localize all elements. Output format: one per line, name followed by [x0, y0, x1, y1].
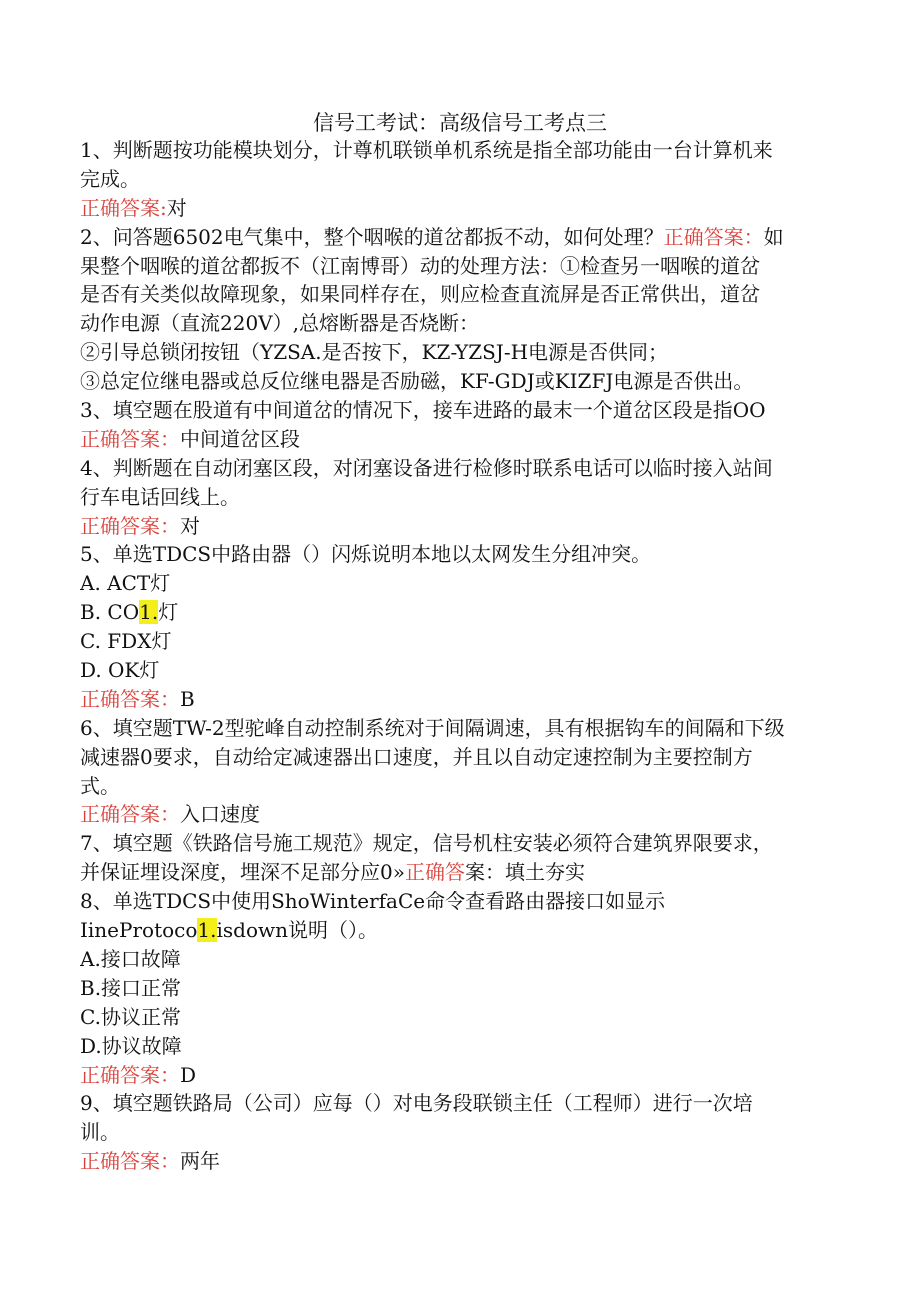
answer-value: 两年 — [180, 1149, 220, 1174]
answer-value: 对 — [166, 195, 187, 220]
answer-label: 正确答案： — [80, 426, 180, 451]
q8-answer — [80, 1061, 835, 1090]
q2-line: 是否有关类似故障现象，如果同样存在，则应检查直流屏是否正常供出，道岔 — [80, 282, 760, 307]
q6-line: 式。 — [80, 773, 120, 798]
q2-line: ③总定位继电器或总反位继电器是否励磁，KF-GDJ或KIZFJ电源是否供出。 — [80, 369, 754, 394]
q6-line: 减速器0要求，自动给定减速器出口速度，并且以自动定速控制为主要控制方 — [80, 744, 753, 769]
option-c: C.协议正常 — [80, 1004, 181, 1029]
question-text: 并保证埋设深度，埋深不足部分应0» — [80, 860, 405, 885]
q6-answer — [80, 800, 835, 829]
option-b — [80, 598, 835, 627]
q9-line: 9、填空题铁路局（公司）应每（）对电务段联锁主任（工程师）进行一次培 — [80, 1091, 753, 1116]
q5-answer — [80, 685, 835, 714]
q2-line: ②引导总锁闭按钮（YZSA.是否按下，KZ-YZSJ-H电源是否供同； — [80, 340, 669, 365]
option-a: A. ACT灯 — [80, 571, 171, 596]
q3-answer — [80, 425, 835, 454]
answer-label: 正确答案: — [80, 195, 167, 220]
answer-value: 入口速度 — [180, 802, 260, 827]
q2-line: 动作电源（直流220V）,总熔断器是否烧断： — [80, 311, 479, 336]
q2-line — [80, 223, 835, 252]
answer-label: 正确答案： — [80, 802, 180, 827]
highlighted-text: 1. — [197, 918, 217, 943]
q1-answer — [80, 194, 835, 223]
question-text: isdown说明（）。 — [216, 918, 379, 943]
option-d: D. OK灯 — [80, 658, 160, 683]
q7-line — [80, 858, 835, 887]
answer-label: 正确答案： — [663, 224, 764, 249]
question-text: IineProtoco — [80, 918, 198, 943]
q9-answer — [80, 1147, 835, 1176]
q4-line: 4、判断题在自动闭塞区段，对闭塞设备进行检修时联系电话可以临时接入站间 — [80, 455, 773, 480]
answer-value: 案：填土夯实 — [464, 860, 585, 885]
q7-line: 7、填空题《铁路信号施工规范》规定，信号机柱安装必须符合建筑界限要求， — [80, 831, 773, 856]
q9-line: 训。 — [80, 1120, 120, 1145]
option-text: 灯 — [158, 600, 179, 625]
q1-line: 1、判断题按功能模块划分，计尊机联锁单机系统是指全部功能由一台计算机来 — [80, 138, 773, 162]
answer-label: 正确答案： — [80, 513, 180, 538]
q8-line — [80, 916, 835, 945]
q6-line: 6、填空题TW-2型驼峰自动控制系统对于间隔调速，具有根据钩车的间隔和下级 — [80, 715, 785, 740]
question-list — [80, 136, 835, 1176]
answer-label: 正确答案： — [80, 1149, 180, 1174]
answer-value: 对 — [180, 513, 200, 538]
q4-answer — [80, 512, 835, 541]
option-b: B.接口正常 — [80, 975, 182, 1000]
option-a: A.接口故障 — [80, 946, 181, 971]
question-text: 2、问答题6502电气集中，整个咽喉的道岔都扳不动，如何处理？ — [80, 224, 664, 249]
answer-value: 中间道岔区段 — [180, 426, 300, 451]
option-d: D.协议故障 — [80, 1033, 182, 1058]
answer-label: 正确答案： — [80, 686, 180, 711]
answer-label: 正确答案： — [80, 1062, 180, 1087]
option-c: C. FDX灯 — [80, 629, 172, 654]
highlighted-text: 1. — [139, 600, 159, 625]
page-title: 信号工考试：高级信号工考点三 — [313, 111, 607, 135]
answer-text: 如 — [763, 224, 784, 249]
answer-label: 正确答 — [404, 860, 465, 885]
q4-line: 行车电话回线上。 — [80, 484, 240, 509]
q2-line: 果整个咽喉的道岔都扳不（江南博哥）动的处理方法：①检查另一咽喉的道岔 — [80, 253, 760, 278]
q3-line: 3、填空题在股道有中间道岔的情况下，接车进路的最末一个道岔区段是指OO — [80, 398, 766, 423]
q5-line: 5、单选TDCS中路由器（）闪烁说明本地以太网发生分组冲突。 — [80, 542, 652, 567]
q1-line: 完成。 — [80, 166, 140, 191]
q8-line: 8、单选TDCS中使用ShoWinterfaCe命令查看路由器接口如显示 — [80, 889, 666, 914]
answer-value: B — [180, 686, 195, 711]
answer-value: D — [180, 1062, 197, 1087]
option-text: B. CO — [80, 600, 140, 625]
